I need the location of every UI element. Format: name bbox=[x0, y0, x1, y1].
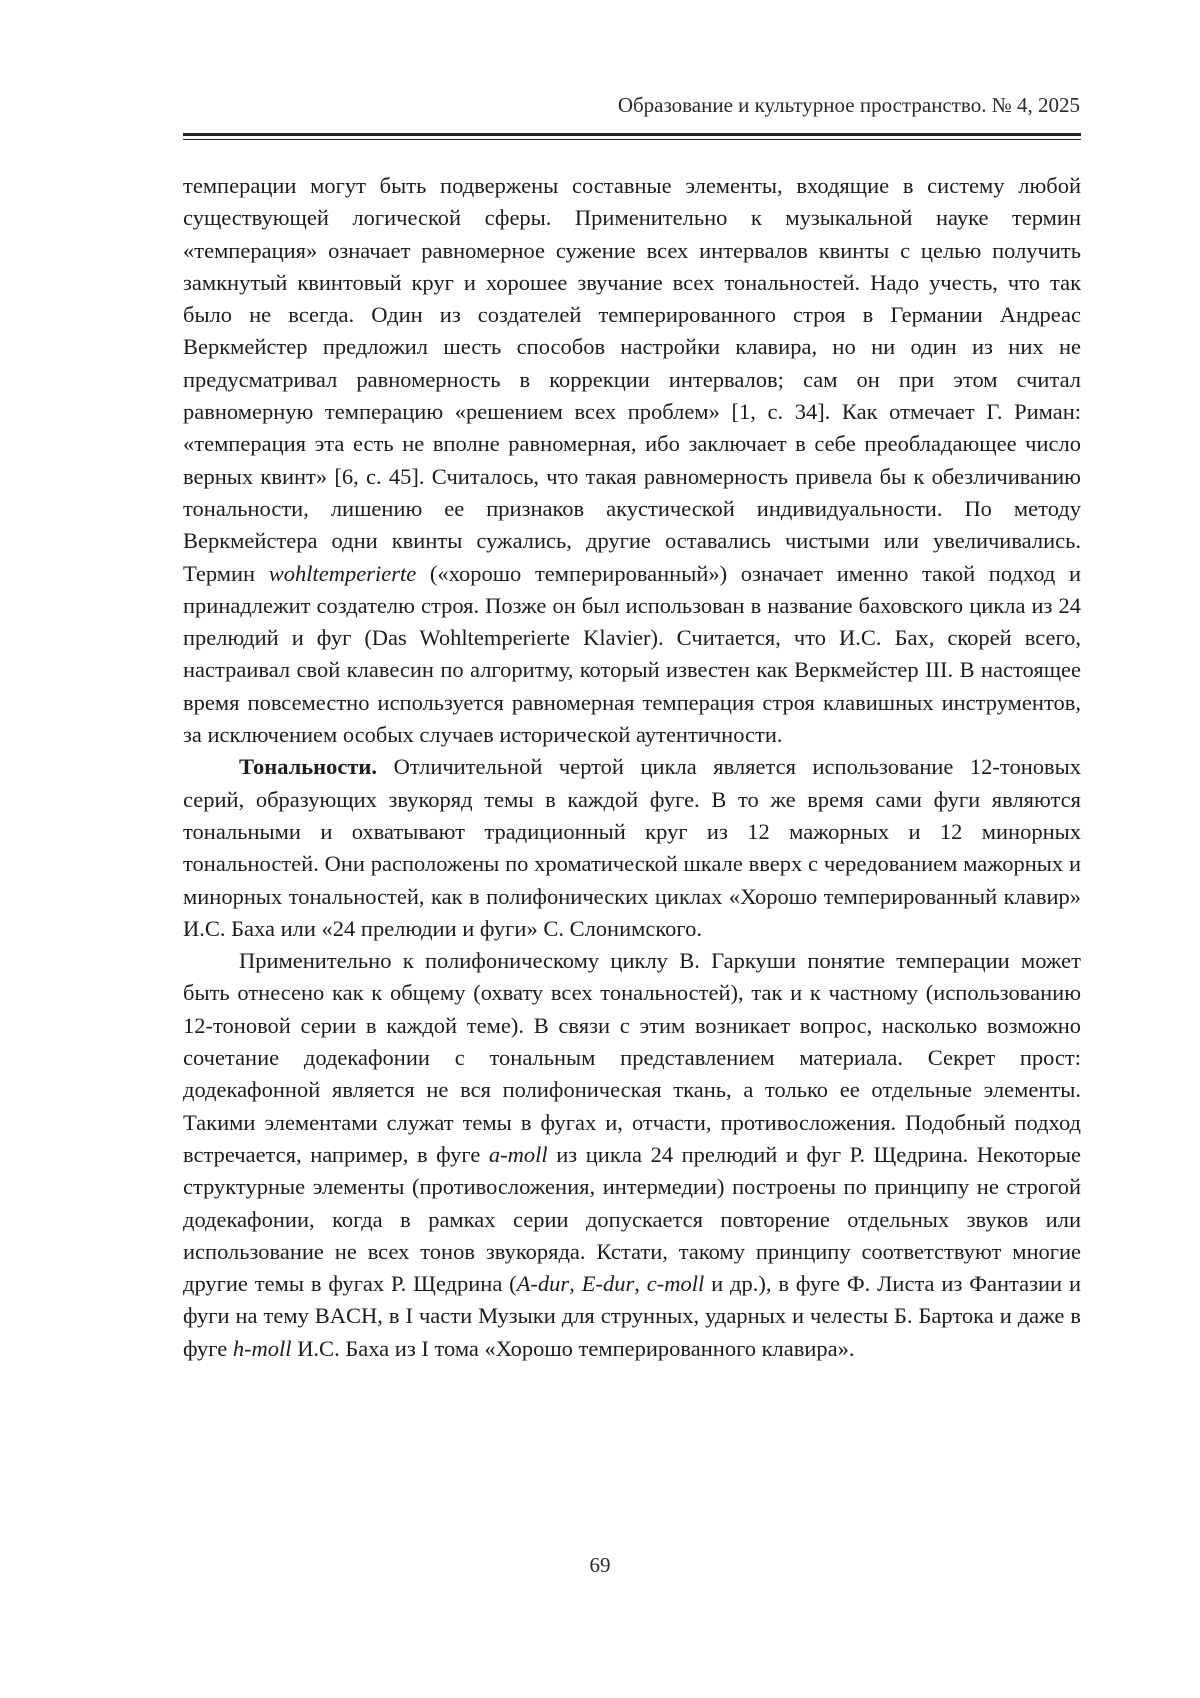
section-heading: Тональности. bbox=[239, 754, 378, 780]
italic-key: A-dur bbox=[516, 1271, 570, 1297]
text-run: , bbox=[569, 1271, 582, 1297]
italic-term: wohltemperierte bbox=[268, 560, 417, 586]
text-run: темперации могут быть подвержены составные элементы, входящие в систему любой существующей логической сферы. Применительно к музыкальной науке термин «темперация» означает равномерное сужение всех интервалов квинты с целью получить замкнутый квинтовый круг и хорошее звучание всех тональностей. Надо учесть, что так было не всегда. Один из создателей темперированного строя в Германии Андреас Веркмейстер предложил шесть способов настройки клавира, но ни один из них не предусматривал равномерность в коррекции интервалов; сам он при этом считал равномерную темперацию «решением всех проблем» [1, с. 34]. Как отмечает Г. Риман: «темперация эта есть не вполне равномерная, ибо заключает в себе преобладающее число верных квинт» [6, с. 45]. Считалось, что такая равномерность привела бы к обезличиванию тональности, лишению ее признаков акустической индивидуальности. По методу Веркмейстера одни квинты сужались, другие оставались чистыми или увеличивались. Термин bbox=[183, 173, 1081, 586]
italic-key: h-moll bbox=[232, 1335, 292, 1361]
italic-key: E-dur bbox=[581, 1271, 635, 1297]
paragraph-3 bbox=[183, 945, 1081, 1365]
article-body bbox=[183, 170, 1081, 1365]
running-header: Образование и культурное пространство. № 4, 2025 bbox=[617, 93, 1080, 117]
text-run: и др.), в фуге Ф. Листа из Фантазии и фуги на тему BACH, в I части Музыки для струнных, ударных и челесты Б. Бартока и даже в фуге bbox=[183, 1271, 1082, 1361]
text-run: , bbox=[634, 1271, 647, 1297]
header-rule-thin bbox=[183, 139, 1081, 140]
paragraph-2 bbox=[183, 751, 1081, 945]
text-run: Отличительной чертой цикла является использование 12-тоновых серий, образующих звукоряд темы в каждой фуге. В то же время сами фуги являются тональными и охватывают традиционный круг из 12 мажорных и 12 минорных тональностей. Они расположены по хроматической шкале вверх с чередованием мажорных и минорных тональностей, как в полифонических циклах «Хорошо темперированный клавир» И.С. Баха или «24 прелюдии и фуги» С. Слонимского. bbox=[183, 754, 1081, 941]
page-number: 69 bbox=[589, 1553, 611, 1577]
text-run: Применительно к полифоническому циклу В. Гаркуши понятие темперации может быть отнесено как к общему (охвату всех тональностей), так и к частному (использованию 12-тоновой серии в каждой теме). В связи с этим возникает вопрос, насколько возможно сочетание додекафонии с тональным представлением материала. Секрет прост: додекафонной является не вся полифоническая ткань, а только ее отдельные элементы. Такими элементами служат темы в фугах и, отчасти, противосложения. Подобный подход встречается, например, в фуге bbox=[183, 948, 1081, 1167]
header-rule-thick bbox=[183, 133, 1081, 136]
italic-key: c-moll bbox=[646, 1271, 705, 1297]
text-run: («хорошо темперированный») означает именно такой подход и принадлежит создателю строя. Позже он был использован в название баховского цикла из 24 прелюдий и фуг (Das Wohltemperierte Klavier). Считается, что И.С. Бах, скорей всего, настраивал свой клавесин по алгоритму, который известен как Веркмейстер III. В настоящее время повсеместно используется равномерная темперация строя клавишных инструментов, за исключением особых случаев исторической аутентичности. bbox=[183, 560, 1081, 748]
paragraph-1 bbox=[183, 170, 1081, 751]
text-run: из цикла 24 прелюдий и фуг Р. Щедрина. Некоторые структурные элементы (противосложения, интермедии) построены по принципу не строгой додекафонии, когда в рамках серии допускается повторение отдельных звуков или использование не всех тонов звукоряда. Кстати, такому принципу соответствуют многие другие темы в фугах Р. Щедрина ( bbox=[183, 1141, 1082, 1297]
italic-key: a-moll bbox=[488, 1141, 548, 1167]
text-run: И.С. Баха из I тома «Хорошо темперированного клавира». bbox=[291, 1335, 855, 1361]
